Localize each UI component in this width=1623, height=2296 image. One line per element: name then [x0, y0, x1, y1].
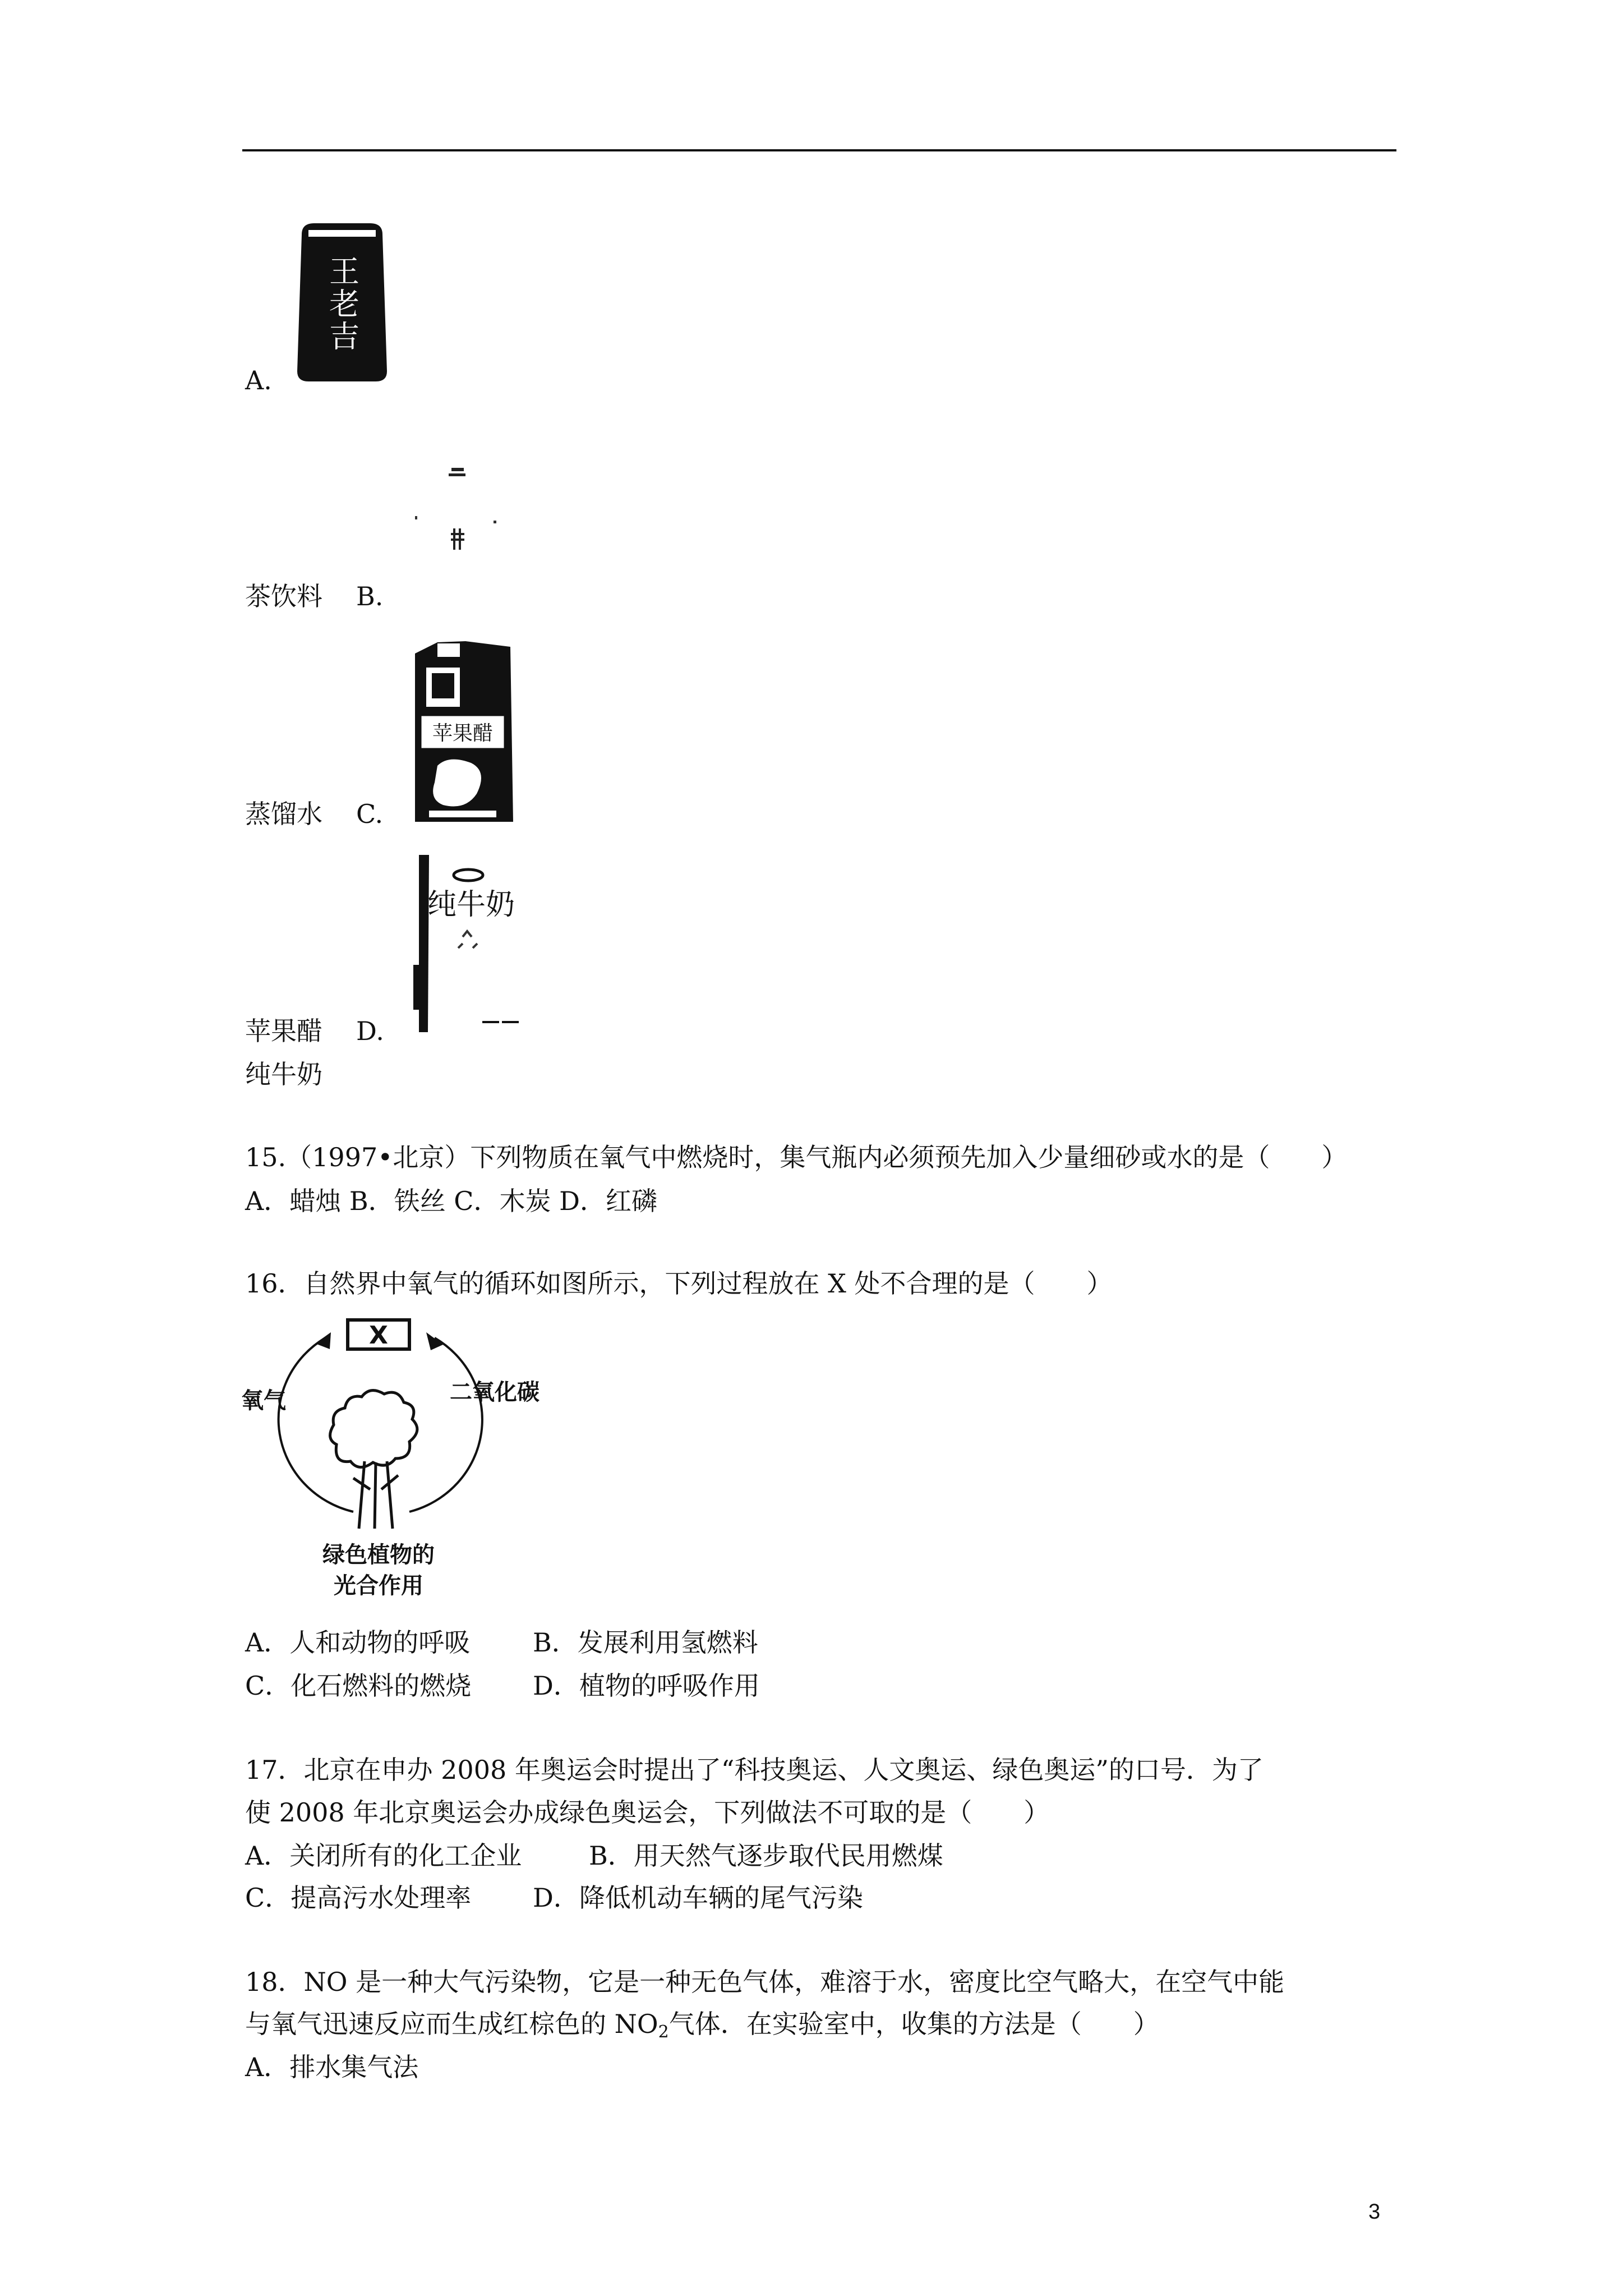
header-rule: [242, 149, 1396, 151]
page-number: 3: [1368, 2200, 1381, 2224]
cycle-arrow-icon: [315, 1332, 331, 1349]
milk-label: 纯牛奶: [427, 888, 515, 922]
q16-option-d: D．植物的呼吸作用: [533, 1671, 760, 1701]
pure-milk-image: [407, 853, 530, 1038]
option-c-caption: 苹果醋: [245, 1016, 322, 1046]
q17-line2: 使 2008 年北京奥运会办成绿色奥运会，下列做法不可取的是（ ）: [245, 1797, 1050, 1828]
q16-option-b: B．发展利用氢燃料: [533, 1627, 758, 1658]
option-b-caption: 蒸馏水: [245, 799, 322, 829]
diagram-bottom-line2: 光合作用: [334, 1572, 423, 1599]
option-d-label: D.: [356, 1016, 384, 1046]
q17-line1: 17．北京在申办 2008 年奥运会时提出了“科技奥运、人文奥运、绿色奥运”的口号．为了: [245, 1755, 1264, 1785]
diagram-bottom-line1: 绿色植物的: [322, 1542, 435, 1568]
can-label: 王老吉: [324, 255, 360, 353]
q17-option-b: B．用天然气逐步取代民用燃煤: [589, 1841, 943, 1871]
q17-option-c: C．提高污水处理率: [245, 1883, 472, 1913]
option-a-caption: 茶饮料: [245, 581, 322, 611]
q16-option-c: C．化石燃料的燃烧: [245, 1671, 472, 1701]
q17-option-d: D．降低机动车辆的尾气污染: [533, 1883, 863, 1913]
option-a-label: A.: [245, 365, 272, 395]
q15-stem: 15.（1997•北京）下列物质在氧气中燃烧时，集气瓶内必须预先加入少量细砂或水的是（ ）: [245, 1142, 1348, 1172]
diagram-box-x: X: [369, 1321, 388, 1350]
q18-line2: 与氧气迅速反应而生成红棕色的 $NO_2$气体．在实验室中，收集的方法是（ ）: [245, 2009, 1159, 2042]
vinegar-label: 苹果醋: [432, 722, 494, 745]
distilled-water-image: [404, 466, 516, 567]
q16-option-a: A．人和动物的呼吸: [245, 1627, 471, 1658]
q15-options: A．蜡烛 B．铁丝 C．木炭 D．红磷: [245, 1186, 657, 1216]
option-c-label: C.: [356, 799, 384, 829]
q18-option-a: A．排水集气法: [245, 2052, 419, 2082]
option-b-label: B.: [356, 581, 384, 611]
diagram-right-label: 二氧化碳: [450, 1379, 540, 1405]
diagram-left-label: 氧气: [241, 1387, 286, 1414]
oxygen-cycle-diagram: [241, 1304, 572, 1602]
q16-stem: 16．自然界中氧气的循环如图所示，下列过程放在 X 处不合理的是（ ）: [245, 1268, 1113, 1299]
q17-option-a: A．关闭所有的化工企业: [245, 1841, 522, 1871]
option-d-caption: 纯牛奶: [245, 1059, 322, 1089]
q18-line1: 18．NO 是一种大气污染物，它是一种无色气体，难溶于水，密度比空气略大，在空气中能: [245, 1967, 1285, 1997]
apple-vinegar-image: [404, 637, 522, 827]
tea-can-image: [292, 220, 393, 384]
